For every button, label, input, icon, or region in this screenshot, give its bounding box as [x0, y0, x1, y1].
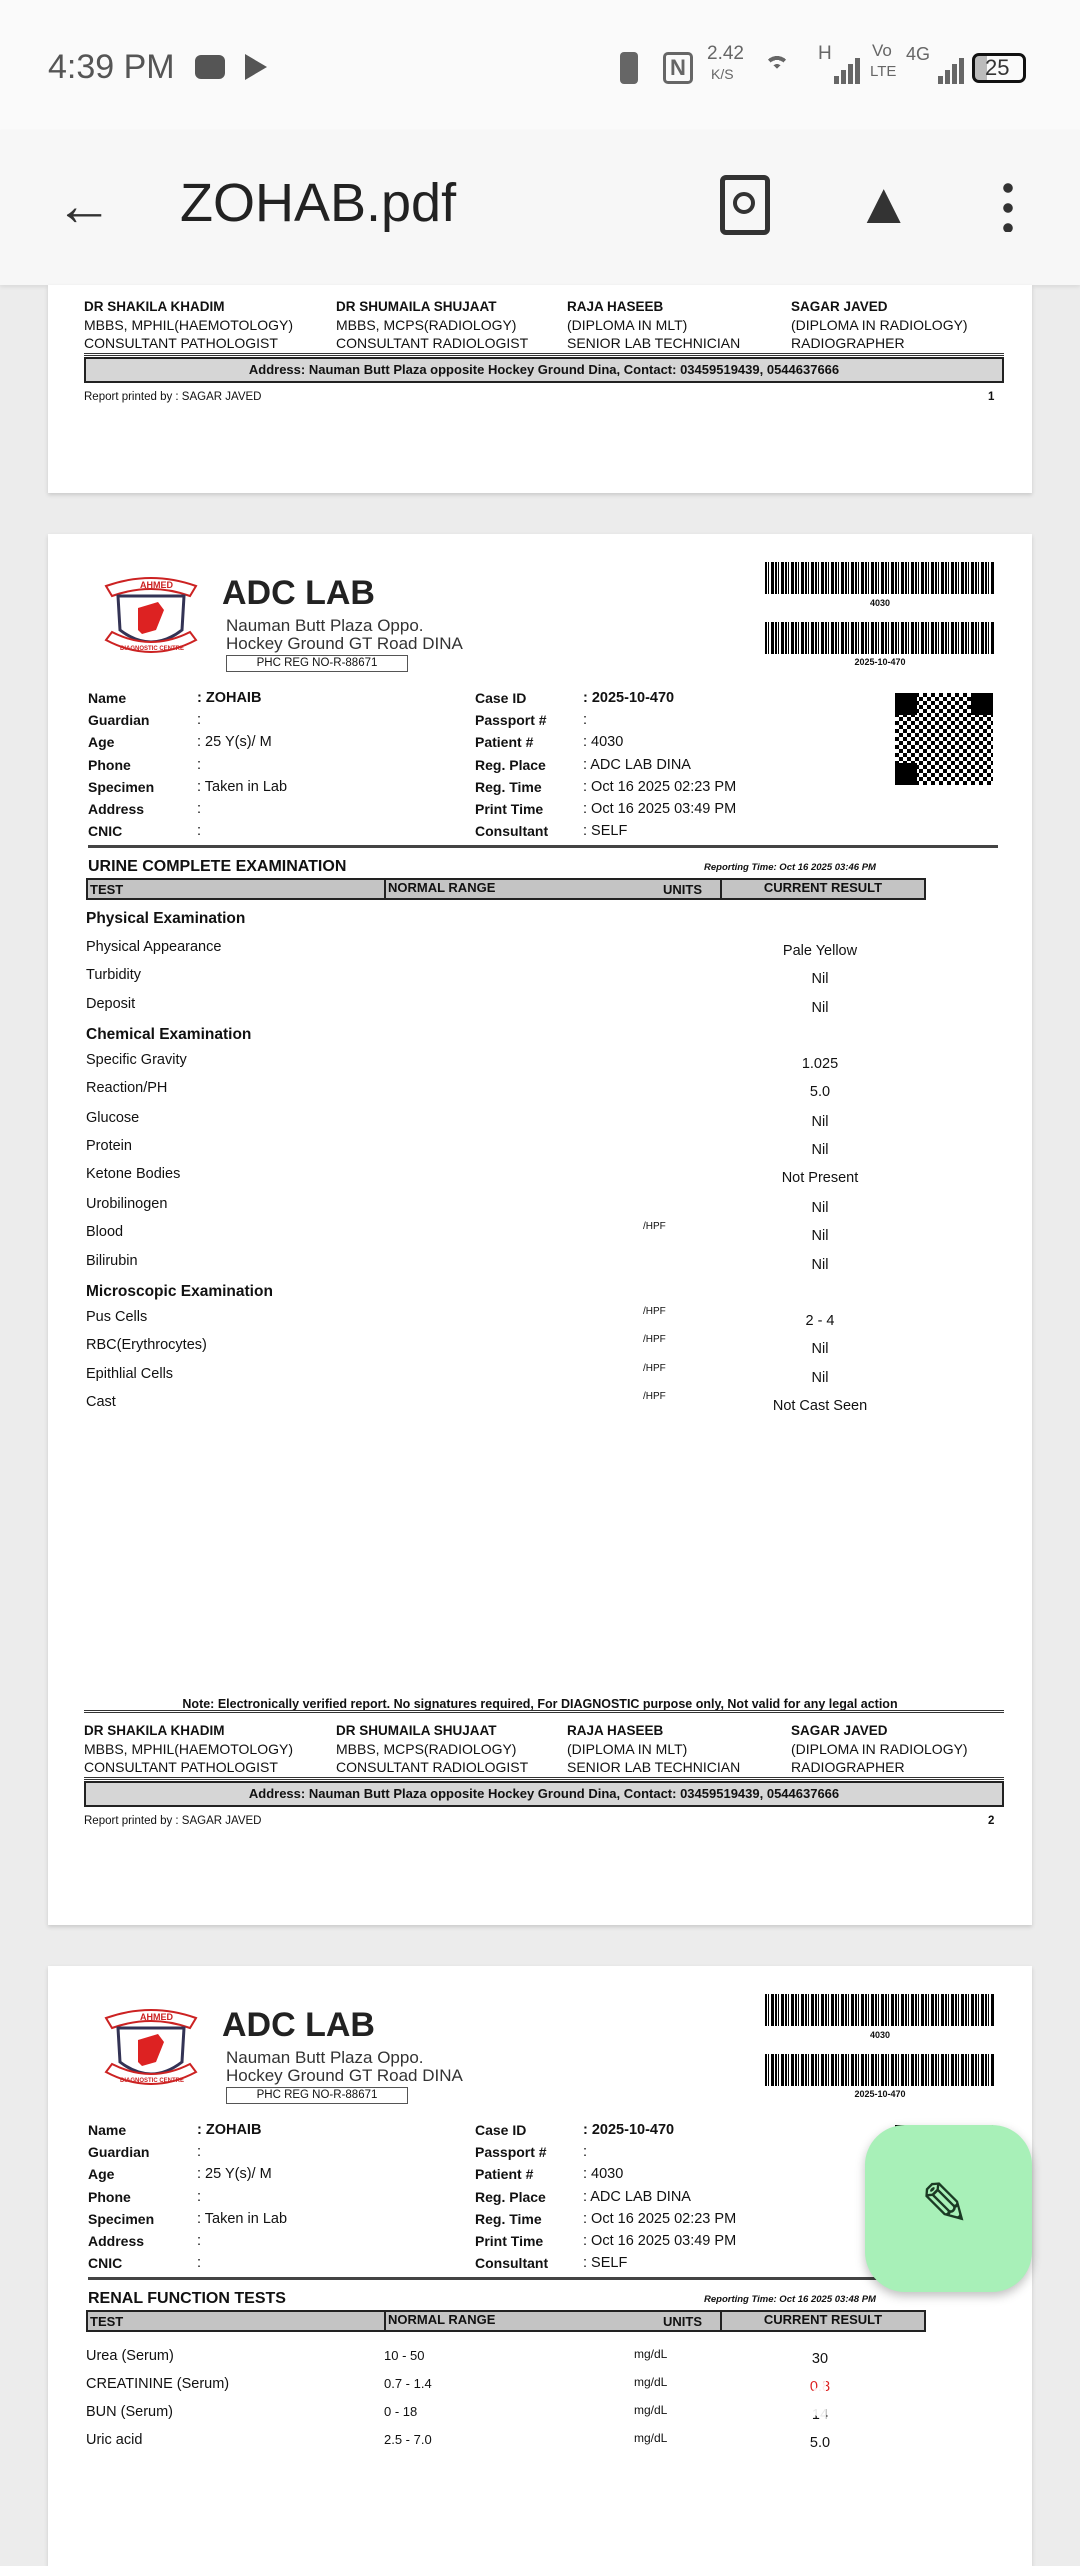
- test-name: Deposit: [86, 996, 136, 1012]
- signatory-name: DR SHUMAILA SHUJAAT: [336, 1723, 497, 1738]
- drive-add-button[interactable]: ▲: [855, 171, 913, 236]
- test-units: mg/dL: [634, 2347, 668, 2361]
- barcode-label: 2025-10-470: [854, 657, 906, 667]
- barcode-label: 2025-10-470: [854, 2089, 906, 2099]
- patient-field-value: : ADC LAB DINA: [583, 756, 691, 773]
- signatory-qualification: (DIPLOMA IN MLT): [567, 1741, 688, 1757]
- patient-field-label: Print Time: [475, 2233, 544, 2249]
- lab-address-2: Hockey Ground GT Road DINA: [226, 634, 463, 653]
- battery-icon: 25: [972, 53, 1026, 83]
- navigation-bar: [0, 2340, 1080, 2460]
- col-units: UNITS: [663, 882, 702, 897]
- phc-registration: PHC REG NO-R-88671: [226, 2087, 408, 2104]
- patient-field-value: : Oct 16 2025 02:23 PM: [583, 2210, 737, 2227]
- test-result: Nil: [811, 971, 829, 987]
- divider: [88, 845, 998, 848]
- play-store-icon: [245, 54, 267, 80]
- patient-field-label: Specimen: [88, 2210, 155, 2227]
- test-name: Uric acid: [86, 2432, 143, 2448]
- patient-field-label: Name: [88, 2122, 127, 2138]
- signatory-qualification: MBBS, MPHIL(HAEMOTOLOGY): [84, 317, 293, 333]
- test-units: mg/dL: [634, 2403, 668, 2417]
- patient-field-value: : ZOHAIB: [197, 2122, 262, 2138]
- divider: [84, 1710, 1004, 1713]
- home-button[interactable]: [518, 2380, 558, 2422]
- test-result: 14: [811, 2407, 829, 2423]
- signatory-qualification: MBBS, MCPS(RADIOLOGY): [336, 317, 517, 333]
- test-name: Urobilinogen: [86, 1196, 168, 1212]
- test-name: Ketone Bodies: [86, 1166, 181, 1182]
- signatory-qualification: MBBS, MCPS(RADIOLOGY): [336, 1741, 517, 1757]
- patient-field-label: Passport #: [475, 2144, 547, 2161]
- col-test: TEST: [90, 882, 124, 897]
- signatory-role: SENIOR LAB TECHNICIAN: [567, 1759, 741, 1775]
- youtube-icon: [195, 55, 225, 79]
- test-result: Nil: [811, 1000, 829, 1016]
- lab-address-2: Hockey Ground GT Road DINA: [226, 2066, 463, 2085]
- vibrate-icon: [620, 52, 638, 84]
- col-result: CURRENT RESULT: [720, 878, 924, 900]
- patient-field-label: Phone: [88, 756, 131, 773]
- test-result: 5.0: [809, 2435, 831, 2451]
- lab-address-1: Nauman Butt Plaza Oppo.: [226, 616, 424, 635]
- net-unit: K/S: [711, 66, 734, 82]
- patient-field-label: Patient #: [475, 734, 534, 751]
- test-units: /HPF: [643, 1334, 666, 1345]
- document-title: ZOHAB.pdf: [180, 173, 457, 233]
- test-units: /HPF: [643, 1391, 666, 1402]
- test-name: Turbidity: [86, 967, 142, 983]
- lab-name: ADC LAB: [222, 2006, 375, 2044]
- patient-field-label: Age: [88, 734, 115, 751]
- test-name: BUN (Serum): [86, 2404, 174, 2420]
- patient-field-value: : 25 Y(s)/ M: [197, 734, 272, 751]
- patient-field-value: : 4030: [583, 734, 624, 751]
- signatory-qualification: MBBS, MPHIL(HAEMOTOLOGY): [84, 1741, 293, 1757]
- test-result: 1.025: [801, 1056, 839, 1072]
- patient-field-value: :: [197, 712, 202, 729]
- patient-field-value: : ADC LAB DINA: [583, 2188, 691, 2205]
- section-title: URINE COMPLETE EXAMINATION: [88, 858, 347, 875]
- col-range: NORMAL RANGE: [384, 2310, 495, 2332]
- pen-icon: ✎: [920, 2171, 971, 2238]
- app-bar: [0, 130, 1080, 285]
- signatory-role: RADIOGRAPHER: [791, 335, 905, 351]
- signatory-role: CONSULTANT PATHOLOGIST: [84, 1759, 278, 1775]
- test-units: mg/dL: [634, 2375, 668, 2389]
- page-number: 1: [988, 391, 995, 403]
- reporting-time: Reporting Time: Oct 16 2025 03:48 PM: [704, 2294, 876, 2305]
- sim1-type: H: [818, 43, 832, 64]
- normal-range: 0 - 18: [384, 2404, 418, 2419]
- patient-field-label: CNIC: [88, 823, 123, 840]
- printed-by: Report printed by : SAGAR JAVED: [84, 391, 262, 403]
- test-result: 0.8: [809, 2379, 831, 2395]
- table-header: [86, 2310, 926, 2332]
- patient-field-label: Case ID: [475, 2122, 527, 2138]
- reporting-time: Reporting Time: Oct 16 2025 03:46 PM: [704, 862, 876, 873]
- test-result: Nil: [811, 1341, 829, 1357]
- test-result: 5.0: [809, 1084, 831, 1100]
- normal-range: 0.7 - 1.4: [384, 2376, 432, 2391]
- test-name: CREATININE (Serum): [86, 2376, 230, 2392]
- sim2-type: 4G: [906, 44, 931, 64]
- signatory-role: CONSULTANT PATHOLOGIST: [84, 335, 278, 351]
- test-units: /HPF: [643, 1363, 666, 1374]
- clock: 4:39 PM: [48, 48, 175, 86]
- pdf-page-1: [48, 285, 1032, 493]
- patient-field-label: Consultant: [475, 2255, 549, 2272]
- patient-field-label: Print Time: [475, 801, 544, 817]
- divider: [84, 1777, 1004, 1780]
- signatory-qualification: (DIPLOMA IN RADIOLOGY): [791, 1741, 968, 1757]
- barcode-patient: [765, 1994, 995, 2026]
- patient-field-value: : Oct 16 2025 03:49 PM: [583, 2233, 737, 2249]
- patient-field-label: Phone: [88, 2188, 131, 2205]
- signatory-name: RAJA HASEEB: [567, 1723, 664, 1738]
- patient-field-value: :: [197, 823, 202, 840]
- test-name: Physical Appearance: [86, 939, 222, 955]
- patient-field-value: : ZOHAIB: [197, 690, 262, 706]
- test-result: 2 - 4: [805, 1313, 835, 1329]
- test-name: Epithlial Cells: [86, 1366, 174, 1382]
- patient-field-label: Age: [88, 2166, 115, 2183]
- signatory-name: RAJA HASEEB: [567, 299, 664, 314]
- wifi-icon: [760, 52, 794, 86]
- col-result: CURRENT RESULT: [720, 2310, 924, 2332]
- recents-button[interactable]: [250, 2382, 292, 2420]
- col-test: TEST: [90, 2314, 124, 2329]
- patient-field-label: Name: [88, 690, 127, 706]
- patient-field-label: Reg. Place: [475, 756, 546, 773]
- test-name: Blood: [86, 1224, 124, 1240]
- disclaimer-note: Note: Electronically verified report. No signatures required, For DIAGNOSTIC purpose only, Not valid for any legal action: [182, 1697, 898, 1711]
- patient-field-value: : Oct 16 2025 03:49 PM: [583, 801, 737, 817]
- barcode-case: [765, 622, 995, 654]
- test-result: Pale Yellow: [782, 943, 858, 959]
- signatory-qualification: (DIPLOMA IN MLT): [567, 317, 688, 333]
- patient-field-value: :: [197, 2188, 202, 2205]
- normal-range: 10 - 50: [384, 2348, 425, 2363]
- patient-field-label: Passport #: [475, 712, 547, 729]
- test-name: RBC(Erythrocytes): [86, 1337, 207, 1353]
- back-nav-button[interactable]: [800, 2380, 826, 2424]
- patient-field-label: Address: [88, 801, 145, 817]
- patient-field-label: Specimen: [88, 778, 155, 795]
- patient-field-value: :: [197, 2144, 202, 2161]
- patient-field-value: : SELF: [583, 823, 628, 840]
- printed-by: Report printed by : SAGAR JAVED: [84, 1815, 262, 1827]
- lab-name: ADC LAB: [222, 574, 375, 612]
- test-name: Specific Gravity: [86, 1052, 187, 1068]
- logo-text-bottom: DIAGNOSTIC CENTRE: [120, 646, 185, 652]
- patient-field-value: : Taken in Lab: [197, 778, 288, 795]
- signatory-name: DR SHUMAILA SHUJAAT: [336, 299, 497, 314]
- patient-field-label: Case ID: [475, 690, 527, 706]
- status-bar: [0, 0, 1080, 130]
- patient-field-value: : 4030: [583, 2166, 624, 2183]
- test-result: Nil: [811, 1200, 829, 1216]
- test-units: mg/dL: [634, 2431, 668, 2445]
- normal-range: 2.5 - 7.0: [384, 2432, 432, 2447]
- signatory-qualification: (DIPLOMA IN RADIOLOGY): [791, 317, 968, 333]
- test-units: /HPF: [643, 1221, 666, 1232]
- patient-field-label: CNIC: [88, 2255, 123, 2272]
- test-result: Nil: [811, 1142, 829, 1158]
- qr-code: [895, 693, 993, 785]
- barcode-label: 4030: [869, 598, 891, 608]
- patient-field-value: :: [197, 2255, 202, 2272]
- signatory-role: SENIOR LAB TECHNICIAN: [567, 335, 741, 351]
- test-name: Pus Cells: [86, 1309, 148, 1325]
- signal-icon: [834, 58, 860, 84]
- volte-top: Vo: [872, 41, 892, 60]
- patient-field-value: : SELF: [583, 2255, 628, 2272]
- patient-field-label: Reg. Place: [475, 2188, 546, 2205]
- logo-text-top: AHMED: [140, 2012, 173, 2022]
- signal-icon-2: [938, 58, 964, 84]
- signatory-name: DR SHAKILA KHADIM: [84, 299, 225, 314]
- patient-field-value: :: [583, 712, 588, 729]
- signatory-role: RADIOGRAPHER: [791, 1759, 905, 1775]
- edit-fab[interactable]: [865, 2125, 1032, 2292]
- net-speed: 2.42: [707, 43, 744, 64]
- barcode-case: [765, 2054, 995, 2086]
- barcode-patient: [765, 562, 995, 594]
- test-result: Not Present: [781, 1170, 859, 1186]
- patient-field-label: Consultant: [475, 823, 549, 840]
- test-result: Nil: [811, 1257, 829, 1273]
- patient-field-label: Guardian: [88, 712, 150, 729]
- search-icon: [733, 192, 755, 214]
- signatory-role: CONSULTANT RADIOLOGIST: [336, 335, 529, 351]
- phc-registration: PHC REG NO-R-88671: [226, 655, 408, 672]
- back-button[interactable]: ←: [55, 173, 113, 238]
- test-result: Nil: [811, 1370, 829, 1386]
- test-name: Urea (Serum): [86, 2348, 174, 2364]
- test-result: 30: [811, 2351, 829, 2367]
- test-units: /HPF: [643, 1306, 666, 1317]
- signatory-name: DR SHAKILA KHADIM: [84, 1723, 225, 1738]
- col-units: UNITS: [663, 2314, 702, 2329]
- signatory-role: CONSULTANT RADIOLOGIST: [336, 1759, 529, 1775]
- patient-field-label: Reg. Time: [475, 778, 542, 795]
- patient-field-value: : 2025-10-470: [583, 2122, 675, 2138]
- patient-field-label: Address: [88, 2233, 145, 2249]
- more-options-button[interactable]: [1003, 178, 1013, 232]
- patient-field-value: : 25 Y(s)/ M: [197, 2166, 272, 2183]
- test-result: Nil: [811, 1114, 829, 1130]
- divider: [88, 2277, 998, 2280]
- search-document-button[interactable]: [720, 175, 770, 235]
- test-result: Nil: [811, 1228, 829, 1244]
- section-heading: Physical Examination: [86, 910, 246, 927]
- nfc-icon: N: [663, 52, 693, 84]
- volte-bottom: LTE: [870, 63, 897, 80]
- logo-text-bottom: DIAGNOSTIC CENTRE: [120, 2078, 185, 2084]
- test-name: Bilirubin: [86, 1253, 138, 1269]
- patient-field-value: : Oct 16 2025 02:23 PM: [583, 778, 737, 795]
- patient-field-value: : Taken in Lab: [197, 2210, 288, 2227]
- section-title: RENAL FUNCTION TESTS: [88, 2290, 286, 2307]
- patient-field-value: : 2025-10-470: [583, 690, 675, 706]
- pdf-page-2: [48, 534, 1032, 1925]
- patient-field-value: :: [197, 756, 202, 773]
- patient-field-value: :: [583, 2144, 588, 2161]
- section-heading: Chemical Examination: [86, 1026, 252, 1043]
- address-box: Address: Nauman Butt Plaza opposite Hockey Ground Dina, Contact: 03459519439, 0544637666: [84, 357, 1004, 383]
- test-name: Glucose: [86, 1110, 140, 1126]
- table-header: [86, 878, 926, 900]
- patient-field-label: Reg. Time: [475, 2210, 542, 2227]
- patient-field-value: :: [197, 2233, 202, 2249]
- logo-text-top: AHMED: [140, 580, 173, 590]
- test-name: Reaction/PH: [86, 1080, 168, 1096]
- signatory-name: SAGAR JAVED: [791, 299, 888, 314]
- page-number: 2: [988, 1815, 995, 1827]
- lab-address-1: Nauman Butt Plaza Oppo.: [226, 2048, 424, 2067]
- divider: [84, 353, 1004, 356]
- section-heading: Microscopic Examination: [86, 1283, 273, 1300]
- address-box: Address: Nauman Butt Plaza opposite Hockey Ground Dina, Contact: 03459519439, 0544637666: [84, 1781, 1004, 1807]
- test-name: Protein: [86, 1138, 132, 1154]
- col-range: NORMAL RANGE: [384, 878, 495, 900]
- patient-field-label: Patient #: [475, 2166, 534, 2183]
- patient-field-value: :: [197, 801, 202, 817]
- test-name: Cast: [86, 1394, 116, 1410]
- patient-field-label: Guardian: [88, 2144, 150, 2161]
- barcode-label: 4030: [869, 2030, 891, 2040]
- signatory-name: SAGAR JAVED: [791, 1723, 888, 1738]
- test-result: Not Cast Seen: [772, 1398, 868, 1414]
